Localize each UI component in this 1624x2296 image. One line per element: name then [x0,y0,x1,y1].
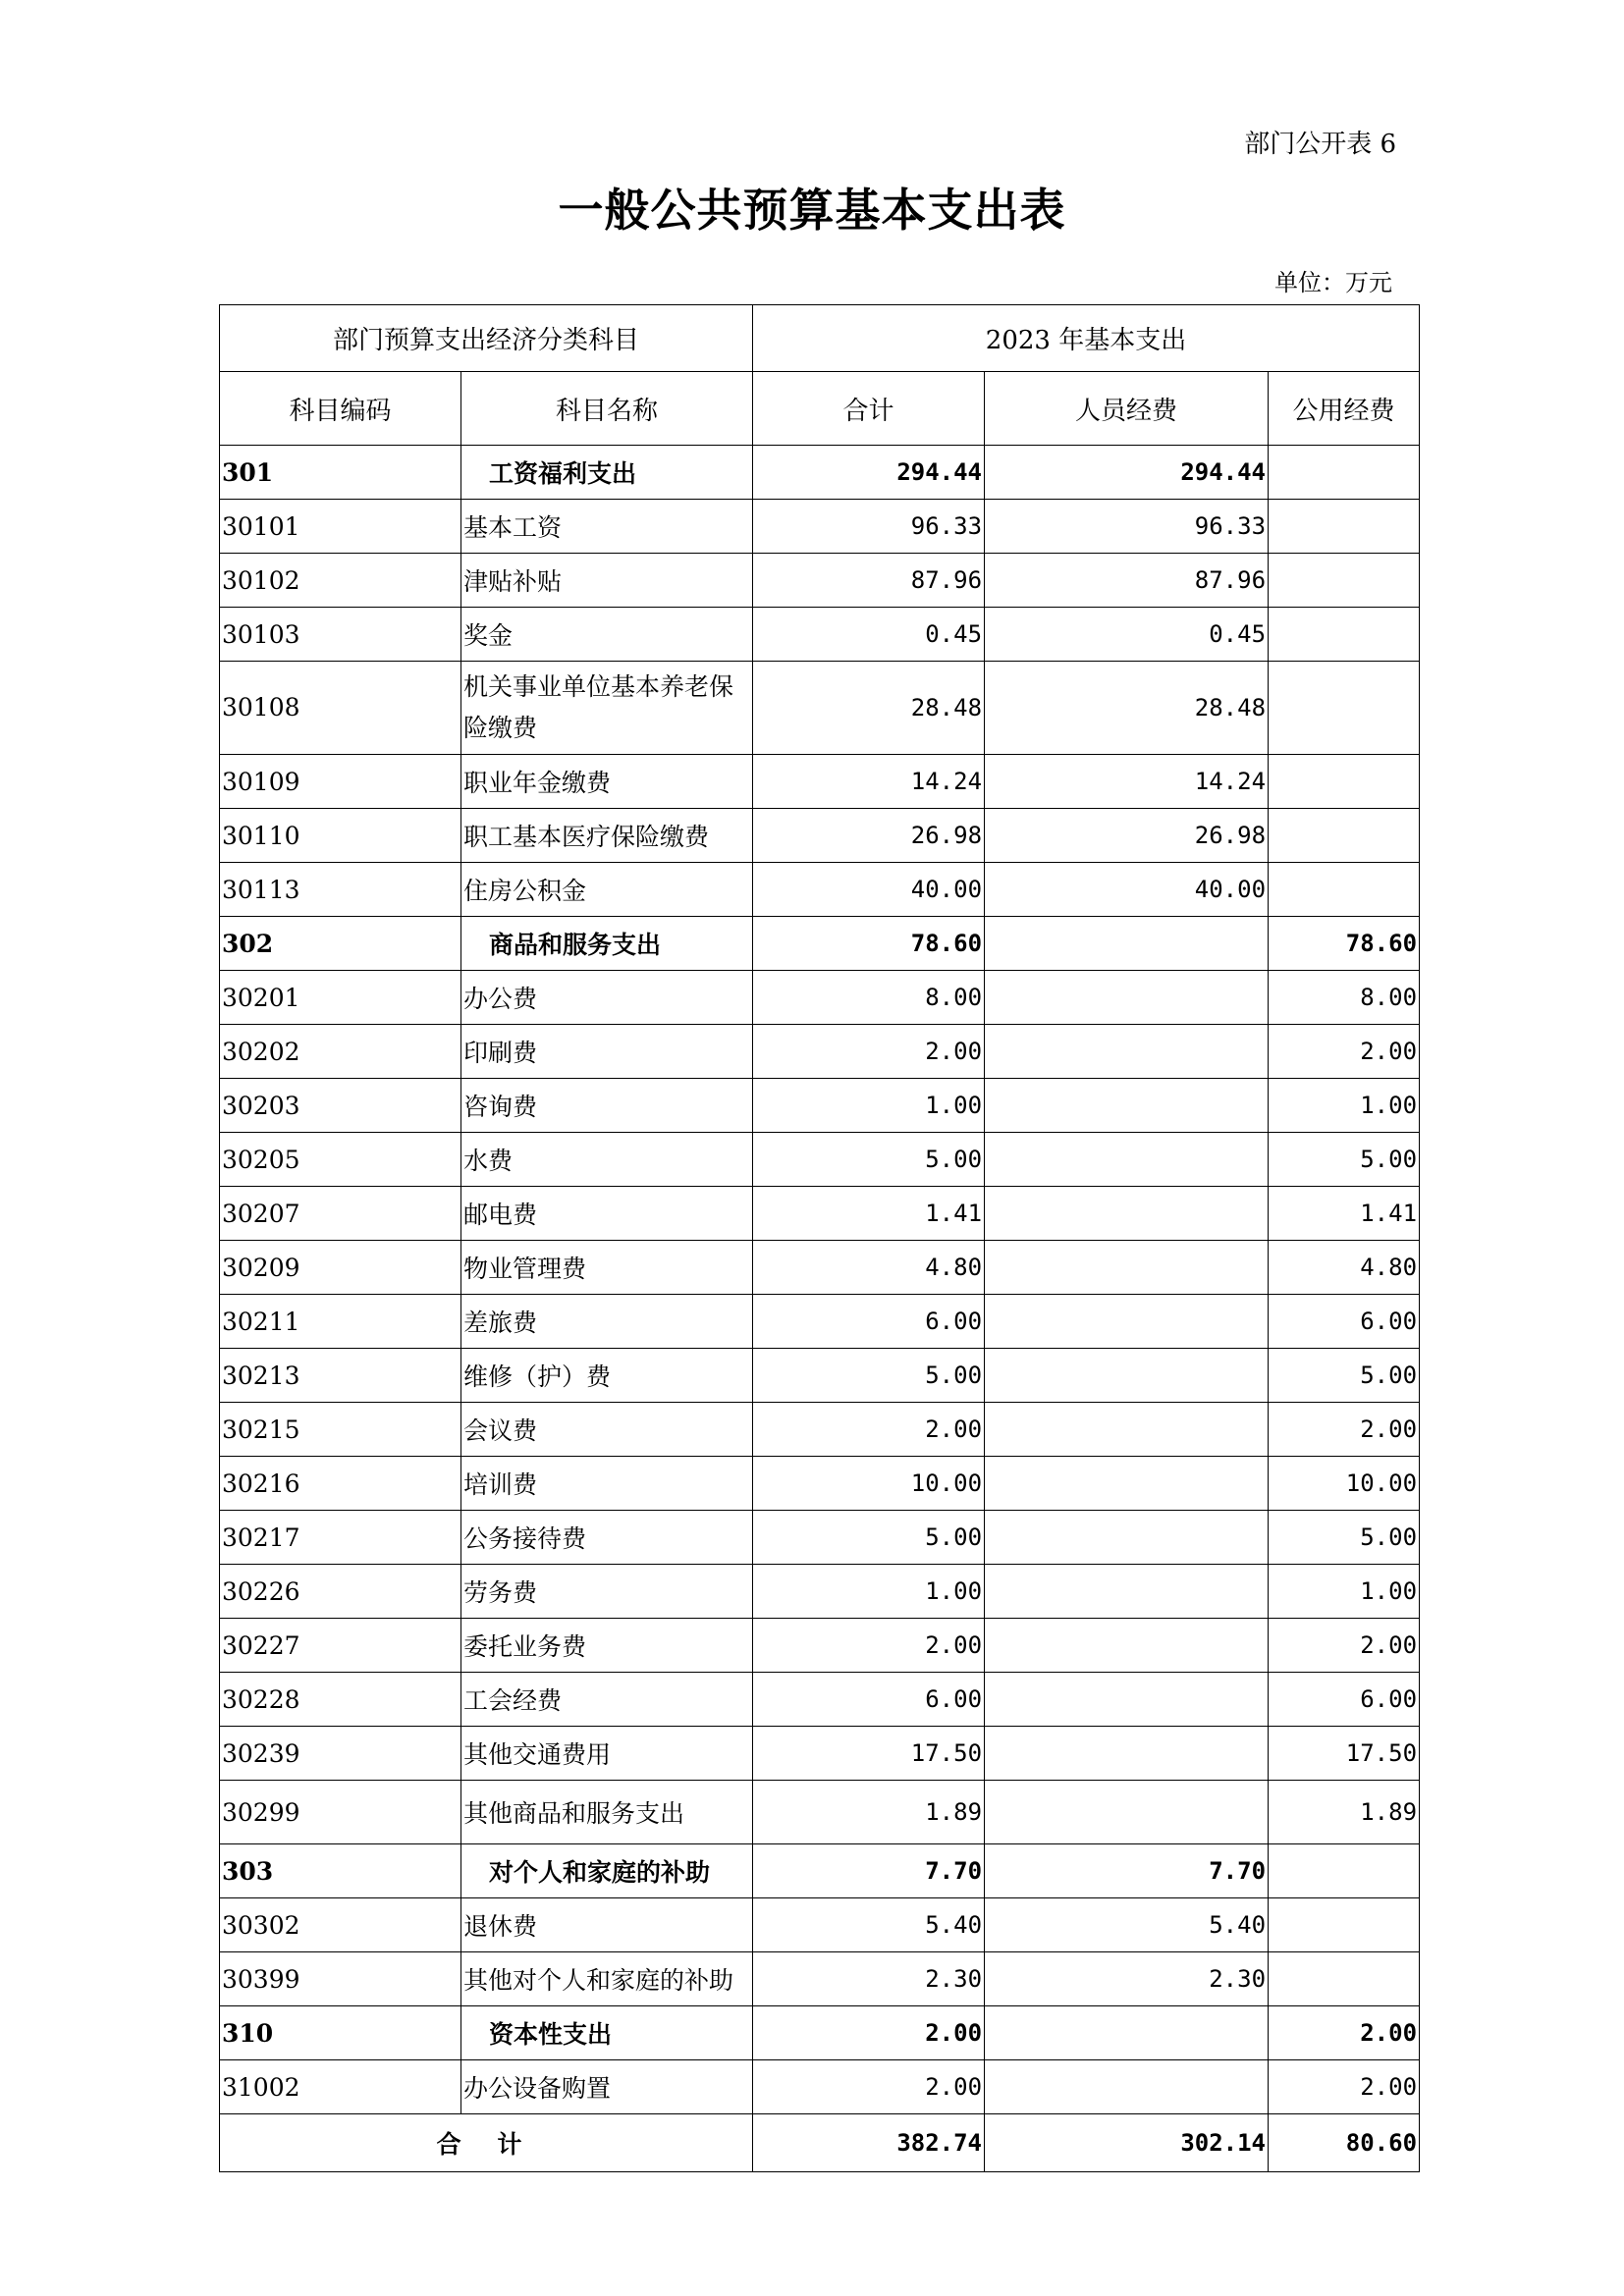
row-personnel [985,1079,1269,1133]
row-name: 公务接待费 [461,1511,753,1565]
table-row [220,554,1420,608]
table-row [220,1898,1420,1952]
row-public [1269,1898,1420,1952]
total-label: 合 计 [220,2114,753,2172]
table-row [220,1673,1420,1727]
row-code: 301 [220,446,461,500]
row-code: 30205 [220,1133,461,1187]
row-name: 劳务费 [461,1565,753,1619]
row-name: 培训费 [461,1457,753,1511]
row-personnel: 2.30 [985,1952,1269,2006]
row-code: 302 [220,917,461,971]
row-personnel [985,971,1269,1025]
row-name: 住房公积金 [461,863,753,917]
row-code: 30226 [220,1565,461,1619]
row-total: 8.00 [753,971,985,1025]
row-personnel [985,2006,1269,2060]
row-name: 对个人和家庭的补助 [461,1844,753,1898]
row-public: 4.80 [1269,1241,1420,1295]
table-row [220,1025,1420,1079]
row-name: 职业年金缴费 [461,755,753,809]
row-name: 办公费 [461,971,753,1025]
row-public [1269,755,1420,809]
table-row [220,1133,1420,1187]
table-row-category [220,917,1420,971]
header-code: 科目编码 [220,372,461,446]
row-code: 30302 [220,1898,461,1952]
row-code: 30102 [220,554,461,608]
row-public: 5.00 [1269,1349,1420,1403]
row-name: 办公设备购置 [461,2060,753,2114]
row-total: 2.00 [753,2006,985,2060]
row-personnel [985,1403,1269,1457]
row-personnel [985,2060,1269,2114]
row-name: 机关事业单位基本养老保险缴费 [461,662,753,755]
row-total: 5.00 [753,1349,985,1403]
row-code: 30201 [220,971,461,1025]
row-name: 水费 [461,1133,753,1187]
row-name: 工资福利支出 [461,446,753,500]
row-name: 资本性支出 [461,2006,753,2060]
row-total: 28.48 [753,662,985,755]
row-personnel: 96.33 [985,500,1269,554]
table-row-category [220,1844,1420,1898]
row-public [1269,1844,1420,1898]
table-row [220,1241,1420,1295]
row-code: 30101 [220,500,461,554]
row-public [1269,1952,1420,2006]
row-total: 1.00 [753,1565,985,1619]
row-name: 委托业务费 [461,1619,753,1673]
row-code: 30108 [220,662,461,755]
grand-personnel: 302.14 [985,2114,1269,2172]
row-total: 2.30 [753,1952,985,2006]
row-total: 5.00 [753,1133,985,1187]
row-total: 5.40 [753,1898,985,1952]
row-personnel: 28.48 [985,662,1269,755]
unit-label: 单位：万元 [1274,269,1392,296]
row-total: 0.45 [753,608,985,662]
row-public [1269,608,1420,662]
row-code: 30109 [220,755,461,809]
row-personnel [985,1511,1269,1565]
row-code: 30239 [220,1727,461,1781]
row-public: 1.89 [1269,1781,1420,1844]
row-name: 工会经费 [461,1673,753,1727]
row-name: 其他对个人和家庭的补助 [461,1952,753,2006]
table-row-category [220,446,1420,500]
row-code: 30227 [220,1619,461,1673]
row-total: 26.98 [753,809,985,863]
row-name: 商品和服务支出 [461,917,753,971]
table-row [220,662,1420,755]
row-total: 1.00 [753,1079,985,1133]
row-personnel [985,1187,1269,1241]
row-name: 退休费 [461,1898,753,1952]
row-public: 1.00 [1269,1079,1420,1133]
row-total: 10.00 [753,1457,985,1511]
table-row [220,1727,1420,1781]
page-title: 一般公共预算基本支出表 [558,184,1066,237]
row-personnel [985,1457,1269,1511]
grand-total: 382.74 [753,2114,985,2172]
row-personnel: 40.00 [985,863,1269,917]
table-row [220,1079,1420,1133]
row-code: 30207 [220,1187,461,1241]
header-row-columns [220,372,1420,446]
header-group-left: 部门预算支出经济分类科目 [220,305,753,372]
row-total: 14.24 [753,755,985,809]
header-personnel: 人员经费 [985,372,1269,446]
row-personnel [985,1781,1269,1844]
row-code: 303 [220,1844,461,1898]
row-name: 物业管理费 [461,1241,753,1295]
row-personnel [985,1565,1269,1619]
table-row-total [220,2114,1420,2172]
table-row [220,1511,1420,1565]
row-code: 30213 [220,1349,461,1403]
table-row-category [220,2006,1420,2060]
row-total: 17.50 [753,1727,985,1781]
row-personnel [985,1673,1269,1727]
row-code: 30399 [220,1952,461,2006]
row-total: 2.00 [753,1403,985,1457]
table-row [220,608,1420,662]
row-total: 2.00 [753,1619,985,1673]
row-public: 2.00 [1269,1619,1420,1673]
row-total: 4.80 [753,1241,985,1295]
row-code: 30110 [220,809,461,863]
row-personnel: 0.45 [985,608,1269,662]
table-row [220,1349,1420,1403]
row-public [1269,809,1420,863]
row-total: 96.33 [753,500,985,554]
row-public: 1.41 [1269,1187,1420,1241]
row-name: 维修（护）费 [461,1349,753,1403]
grand-public: 80.60 [1269,2114,1420,2172]
row-total: 294.44 [753,446,985,500]
row-personnel [985,1241,1269,1295]
row-name: 会议费 [461,1403,753,1457]
row-personnel: 26.98 [985,809,1269,863]
row-public: 2.00 [1269,2060,1420,2114]
budget-table [219,304,1420,2172]
table-row [220,1187,1420,1241]
row-personnel: 87.96 [985,554,1269,608]
row-personnel: 5.40 [985,1898,1269,1952]
row-total: 7.70 [753,1844,985,1898]
row-total: 6.00 [753,1673,985,1727]
table-row [220,1952,1420,2006]
row-public: 6.00 [1269,1673,1420,1727]
row-public [1269,662,1420,755]
row-total: 6.00 [753,1295,985,1349]
row-name: 其他商品和服务支出 [461,1781,753,1844]
table-row [220,755,1420,809]
row-code: 30216 [220,1457,461,1511]
row-personnel [985,1349,1269,1403]
row-code: 31002 [220,2060,461,2114]
row-code: 30209 [220,1241,461,1295]
row-total: 1.89 [753,1781,985,1844]
row-public [1269,500,1420,554]
row-personnel: 7.70 [985,1844,1269,1898]
table-row [220,863,1420,917]
row-public: 10.00 [1269,1457,1420,1511]
row-code: 310 [220,2006,461,2060]
row-code: 30202 [220,1025,461,1079]
table-row [220,1619,1420,1673]
row-total: 2.00 [753,2060,985,2114]
row-name: 奖金 [461,608,753,662]
row-total: 40.00 [753,863,985,917]
row-name: 基本工资 [461,500,753,554]
row-total: 87.96 [753,554,985,608]
row-name: 职工基本医疗保险缴费 [461,809,753,863]
row-total: 1.41 [753,1187,985,1241]
row-total: 5.00 [753,1511,985,1565]
row-code: 30299 [220,1781,461,1844]
row-code: 30113 [220,863,461,917]
row-personnel [985,1619,1269,1673]
row-public [1269,863,1420,917]
table-row [220,1781,1420,1844]
header-row-group [220,305,1420,372]
row-personnel [985,1133,1269,1187]
header-group-right: 2023 年基本支出 [753,305,1420,372]
row-personnel: 14.24 [985,755,1269,809]
table-row [220,2060,1420,2114]
row-personnel [985,917,1269,971]
row-public: 5.00 [1269,1133,1420,1187]
table-row [220,971,1420,1025]
table-row [220,1403,1420,1457]
row-personnel [985,1025,1269,1079]
row-public: 2.00 [1269,1403,1420,1457]
row-public: 2.00 [1269,1025,1420,1079]
row-name: 差旅费 [461,1295,753,1349]
table-row [220,1457,1420,1511]
row-code: 30203 [220,1079,461,1133]
row-code: 30228 [220,1673,461,1727]
row-code: 30103 [220,608,461,662]
row-public: 78.60 [1269,917,1420,971]
row-personnel [985,1295,1269,1349]
form-number: 部门公开表 6 [1244,130,1396,159]
row-public: 5.00 [1269,1511,1420,1565]
header-total: 合计 [753,372,985,446]
table-row [220,1295,1420,1349]
row-public [1269,446,1420,500]
row-name: 津贴补贴 [461,554,753,608]
row-total: 78.60 [753,917,985,971]
row-public: 2.00 [1269,2006,1420,2060]
row-total: 2.00 [753,1025,985,1079]
row-name: 邮电费 [461,1187,753,1241]
row-name: 印刷费 [461,1025,753,1079]
row-name: 其他交通费用 [461,1727,753,1781]
row-public [1269,554,1420,608]
row-public: 8.00 [1269,971,1420,1025]
row-public: 6.00 [1269,1295,1420,1349]
row-personnel: 294.44 [985,446,1269,500]
table-row [220,500,1420,554]
row-code: 30217 [220,1511,461,1565]
header-public: 公用经费 [1269,372,1420,446]
table-row [220,809,1420,863]
row-personnel [985,1727,1269,1781]
row-name: 咨询费 [461,1079,753,1133]
row-public: 17.50 [1269,1727,1420,1781]
row-public: 1.00 [1269,1565,1420,1619]
row-code: 30215 [220,1403,461,1457]
row-code: 30211 [220,1295,461,1349]
table-row [220,1565,1420,1619]
header-name: 科目名称 [461,372,753,446]
